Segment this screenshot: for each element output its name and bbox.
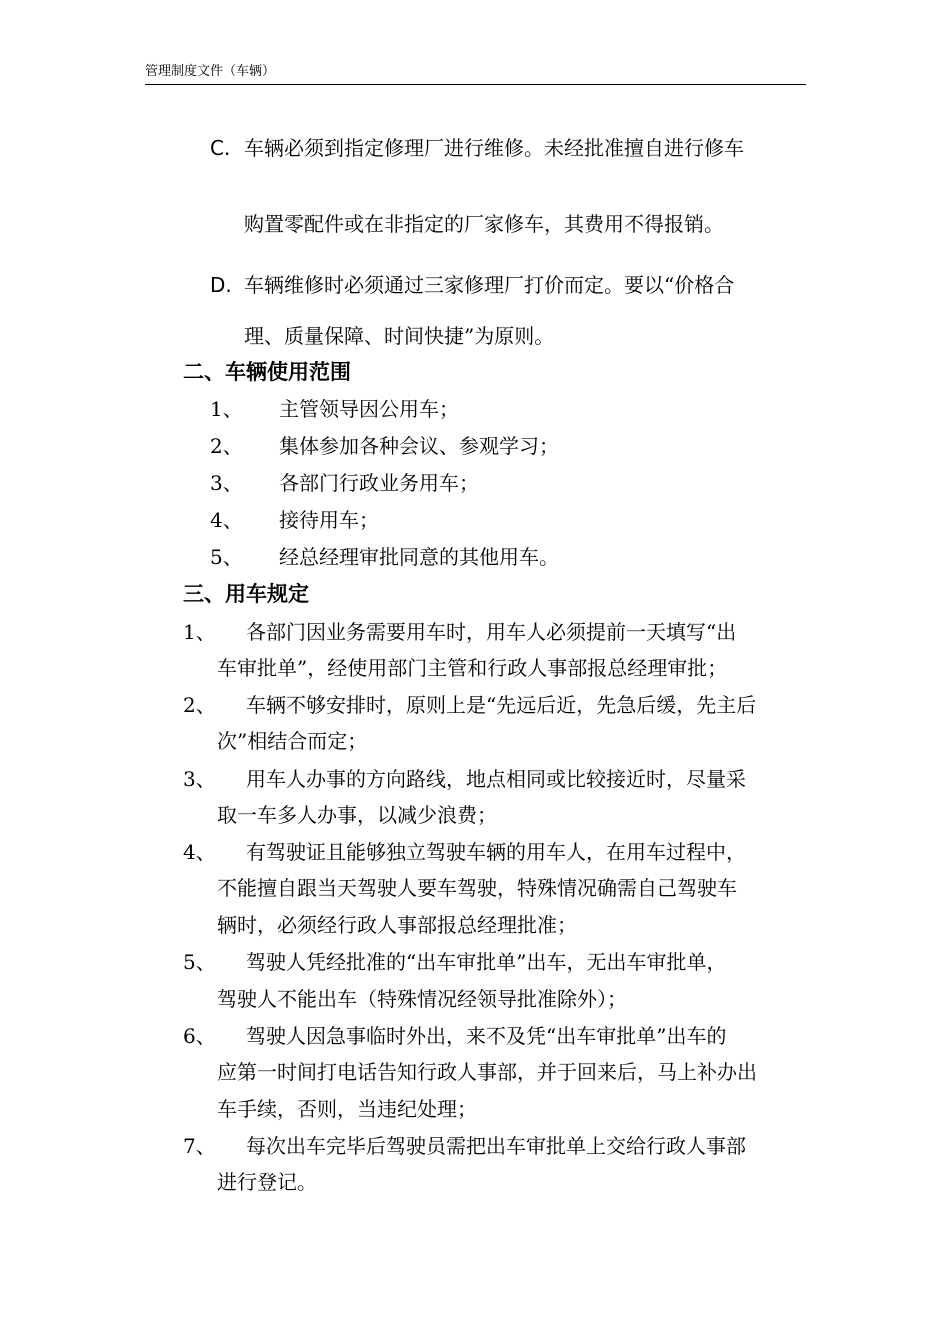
scope-item-text: 经总经理审批同意的其他用车。 — [279, 545, 559, 569]
item-c-text-1: 车辆必须到指定修理厂进行维修。未经批准擅自进行修车 — [244, 136, 744, 160]
rule-item-line: 不能擅自跟当天驾驶人要车驾驶，特殊情况确需自己驾驶车 — [217, 876, 737, 900]
rule-item-num: 7、 — [183, 1134, 216, 1158]
rule-item-line: 有驾驶证且能够独立驾驶车辆的用车人，在用车过程中， — [246, 840, 746, 864]
scope-item-num: 3、 — [210, 471, 243, 495]
rule-item-line: 用车人办事的方向路线，地点相同或比较接近时，尽量采 — [246, 767, 746, 791]
section-scope-heading: 二、车辆使用范围 — [183, 359, 351, 384]
rule-item-line: 驾驶人不能出车（特殊情况经领导批准除外）； — [217, 987, 627, 1011]
scope-item-text: 接待用车； — [279, 508, 379, 532]
rule-item-line: 驾驶人因急事临时外出，来不及凭“出车审批单”出车的 — [246, 1024, 727, 1048]
item-c-line-1 — [210, 134, 744, 162]
rule-item-line: 驾驶人凭经批准的“出车审批单”出车，无出车审批单， — [246, 950, 727, 974]
item-d-line-2: 理、质量保障、时间快捷”为原则。 — [244, 324, 555, 348]
scope-item-text: 集体参加各种会议、参观学习； — [279, 434, 559, 458]
scope-item-text: 各部门行政业务用车； — [279, 471, 479, 495]
rule-item-num: 6、 — [183, 1024, 216, 1048]
rule-item-line: 辆时，必须经行政人事部报总经理批准； — [217, 913, 577, 937]
item-d-text-1: 车辆维修时必须通过三家修理厂打价而定。要以“价格合 — [244, 273, 735, 297]
rule-item-line: 车审批单”，经使用部门主管和行政人事部报总经理审批； — [217, 656, 728, 680]
item-c-label: C. — [210, 136, 231, 160]
rule-item-line: 车辆不够安排时，原则上是“先远后近，先急后缓，先主后 — [246, 693, 757, 717]
rule-item-line: 进行登记。 — [217, 1170, 317, 1194]
rule-item-num: 4、 — [183, 840, 216, 864]
rule-item-line: 次”相结合而定； — [217, 729, 368, 753]
rule-item-num: 5、 — [183, 950, 216, 974]
rule-item-line: 应第一时间打电话告知行政人事部，并于回来后，马上补办出 — [217, 1060, 757, 1084]
rule-item-line: 取一车多人办事，以减少浪费； — [217, 803, 497, 827]
scope-item-num: 4、 — [210, 508, 243, 532]
page-header: 管理制度文件（车辆） — [145, 62, 806, 85]
section-rules-heading: 三、用车规定 — [183, 581, 309, 606]
item-c-line-2: 购置零配件或在非指定的厂家修车，其费用不得报销。 — [244, 212, 724, 236]
item-d-label: D. — [210, 273, 232, 297]
rule-item-num: 3、 — [183, 767, 216, 791]
item-d-line-1 — [210, 271, 734, 299]
rule-item-line: 各部门因业务需要用车时，用车人必须提前一天填写“出 — [246, 620, 737, 644]
rule-item-line: 车手续，否则，当违纪处理； — [217, 1097, 477, 1121]
rule-item-line: 每次出车完毕后驾驶员需把出车审批单上交给行政人事部 — [246, 1134, 746, 1158]
scope-item-num: 5、 — [210, 545, 243, 569]
scope-item-num: 1、 — [210, 397, 243, 421]
rule-item-num: 1、 — [183, 620, 216, 644]
scope-item-num: 2、 — [210, 434, 243, 458]
scope-item-text: 主管领导因公用车； — [279, 397, 459, 421]
rule-item-num: 2、 — [183, 693, 216, 717]
